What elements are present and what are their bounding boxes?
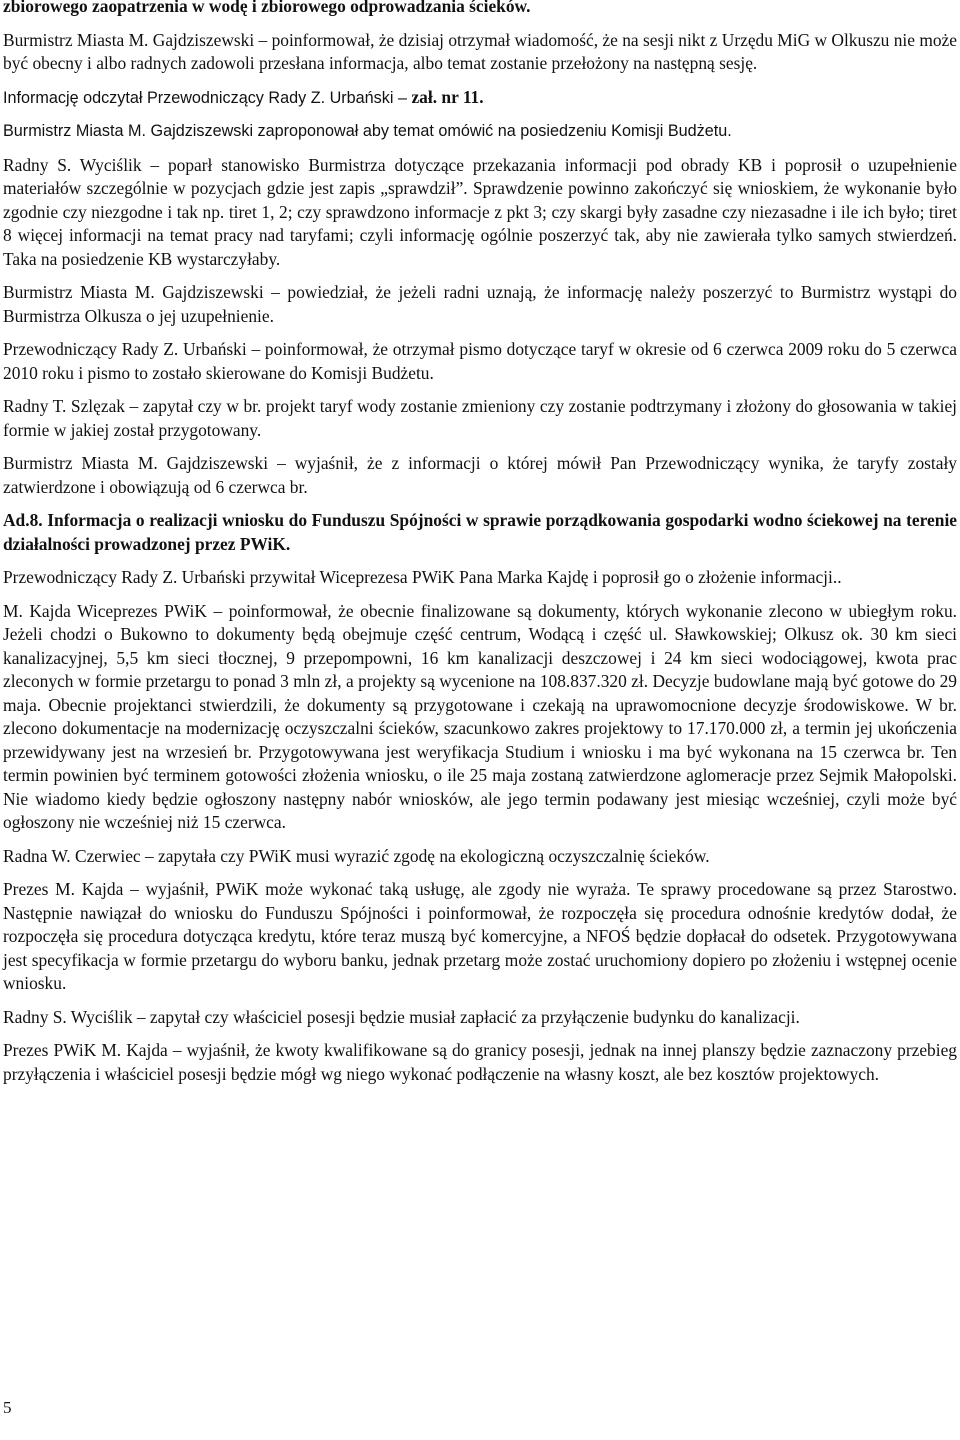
paragraph-czerwiec: Radna W. Czerwiec – zapytała czy PWiK musi wyrazić zgodę na ekologiczną oczyszczalnię ścieków. <box>3 845 710 866</box>
paragraph-kajda-info: M. Kajda Wiceprezes PWiK – poinformował, że obecnie finalizowane są dokumenty, których wykonanie zlecono w ubiegłym roku. Jeżeli chodzi o Bukowno to dokumenty będą obejmuje część centrum, Wodącą i część ul. Sławkowskiej; Olkusz ok. 30 km sieci kanalizacyjnej, 5,5 km sieci tłocznej, 9 przepompowni, 16 km kanalizacji deszczowej i 24 km sieci wodociągowej, kwota prac zleconych w formie przetargu to ponad 3 mln zł, a projekty są wycenione na 108.837.320 zł. Decyzje budowlane mają być gotowe do 29 maja. Obecnie projektanci stwierdzili, że dokumenty są przygotowane i czekają na uprawomocnione decyzje środowiskowe. W br. zlecono dokumentacje na modernizację oczyszczalni ścieków, szacunkowo zakres projektowy to 17.170.000 zł, a termin jej ukończenia przewidywany jest na wrzesień br. Przygotowywana jest weryfikacja Studium i wniosku i ma być wykonana na 15 czerwca br. Ten termin powinien być terminem gotowości złożenia wniosku, o ile 25 maja zostaną zatwierdzone aglomeracje przez Sejmik Małopolski. Nie wiadomo kiedy będzie ogłoszony następny nabór wniosków, ale jego termin podawany jest miesiąc wcześniej, czyli może być ogłoszony nie wcześniej niż 15 czerwca. <box>3 600 957 832</box>
paragraph-zaproponowal: Burmistrz Miasta M. Gajdziszewski zaproponował aby temat omówić na posiedzeniu Komisji Budżetu. <box>3 122 732 140</box>
paragraph-odczytal-text: Informację odczytał Przewodniczący Rady Z. Urbański – <box>3 88 412 107</box>
paragraph-odczytal <box>3 86 957 111</box>
paragraph-wycislik-pytanie: Radny S. Wyciślik – zapytał czy właściciel posesji będzie musiał zapłacić za przyłączenie budynku do kanalizacji. <box>3 1006 800 1027</box>
paragraph-wycislik: Radny S. Wyciślik – poparł stanowisko Burmistrza dotyczące przekazania informacji pod obrady KB i poprosił o uzupełnienie materiałów szczególnie w pozycjach gdzie jest zapis „sprawdził”. Sprawdzenie powinno zakończyć się wnioskiem, że wykonanie było zgodnie czy niezgodne i tak np. tiret 1, 2; czy sprawdzono informacje z pkt 3; czy skargi były zasadne czy niezasadne i ile ich było; tiret 8 więcej informacji na temat pracy nad taryfami; czyli informację ogólnie poszerzyć tak, aby nie zawierała tylko samych stwierdzeń. Taka na posiedzenie KB wystarczyłaby. <box>3 154 957 269</box>
section-heading: Ad.8. Informacja o realizacji wniosku do Funduszu Spójności w sprawie porządkowania gospodarki wodno ściekowej na terenie działalności prowadzonej przez PWiK. <box>3 510 957 554</box>
attachment-ref: zał. nr 11. <box>411 86 484 107</box>
paragraph-burmistrz-wyjasnil: Burmistrz Miasta M. Gajdziszewski – wyjaśnił, że z informacji o której mówił Pan Przewodniczący wynika, że taryfy zostały zatwierdzone i obowiązują od 6 czerwca br. <box>3 453 957 497</box>
paragraph-burmistrz-powiedzial: Burmistrz Miasta M. Gajdziszewski – powiedział, że jeżeli radni uznają, że informację należy poszerzyć to Burmistrz wystąpi do Burmistrza Olkusza o jej uzupełnienie. <box>3 282 957 326</box>
paragraph-urbanski-taryfy: Przewodniczący Rady Z. Urbański – poinformował, że otrzymał pismo dotyczące taryf w okresie od 6 czerwca 2009 roku do 5 czerwca 2010 roku i pismo to zostało skierowane do Komisji Budżetu. <box>3 339 957 383</box>
paragraph-burmistrz-info: Burmistrz Miasta M. Gajdziszewski – poinformował, że dzisiaj otrzymał wiadomość, że na sesji nikt z Urzędu MiG w Olkuszu nie może być obecny i albo radnych zadowoli przesłana informacja, albo temat zostanie przełożony na następną sesję. <box>3 29 957 73</box>
page-number: 5 <box>3 1398 12 1417</box>
continuation-line: zbiorowego zaopatrzenia w wodę i zbiorowego odprowadzania ścieków. <box>3 0 531 16</box>
paragraph-kajda-wyjasnil: Prezes M. Kajda – wyjaśnił, PWiK może wykonać taką usługę, ale zgody nie wyraża. Te sprawy procedowane są przez Starostwo. Następnie nawiązał do wniosku do Funduszu Spójności i poinformował, że rozpoczęła się procedura odnośnie kredytów dodał, że rozpoczęła się procedura dotycząca kredytu, które teraz muszą być komercyjne, a NFOŚ będzie dopłacał do odsetek. Przygotowywana jest specyfikacja w formie przetargu do wyboru banku, jednak przetarg może zostać uruchomiony dopiero po złożeniu i wstępnej ocenie wniosku. <box>3 879 957 993</box>
paragraph-kajda-kwoty: Prezes PWiK M. Kajda – wyjaśnił, że kwoty kwalifikowane są do granicy posesji, jednak na innej planszy będzie zaznaczony przebieg przyłączenia i właściciel posesji będzie mógł wg niego wykonać podłączenie na własny koszt, ale bez kosztów projektowych. <box>3 1040 957 1084</box>
paragraph-szlezak: Radny T. Szlęzak – zapytał czy w br. projekt taryf wody zostanie zmieniony czy zostanie podtrzymany i złożony do głosowania w takiej formie w jakiej został przygotowany. <box>3 396 957 440</box>
paragraph-przywital: Przewodniczący Rady Z. Urbański przywitał Wiceprezesa PWiK Pana Marka Kajdę i poprosił go o złożenie informacji.. <box>3 567 842 587</box>
